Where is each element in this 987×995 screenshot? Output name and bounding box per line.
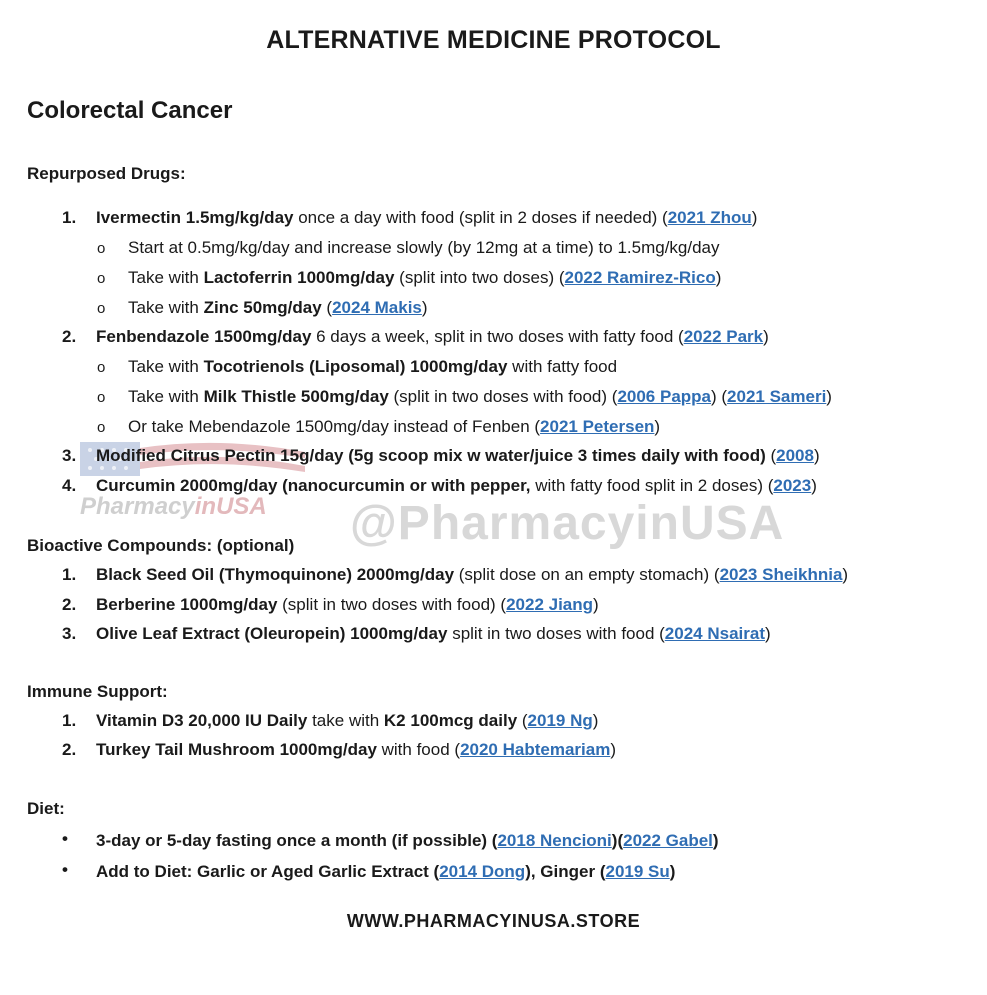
citation-link[interactable]: 2020 Habtemariam bbox=[460, 740, 611, 759]
circle-bullet-icon: o bbox=[97, 300, 106, 317]
list-number: 1. bbox=[62, 711, 77, 730]
section-heading-bioactive: Bioactive Compounds: (optional) bbox=[27, 536, 295, 555]
citation-link[interactable]: 2022 Jiang bbox=[506, 595, 594, 614]
list-number: 2. bbox=[62, 740, 77, 759]
section-heading-immune: Immune Support: bbox=[27, 682, 168, 701]
bullet-dot-icon: • bbox=[62, 829, 68, 848]
section-heading-repurposed: Repurposed Drugs: bbox=[27, 164, 186, 183]
citation-link[interactable]: 2021 Sameri bbox=[727, 387, 827, 406]
citation-link[interactable]: 2024 Nsairat bbox=[664, 624, 765, 643]
citation-link[interactable]: 2006 Pappa bbox=[617, 387, 711, 406]
list-number: 1. bbox=[62, 208, 77, 227]
list-item-olive-leaf: Olive Leaf Extract (Oleuropein) 1000mg/day split in two doses with food (2024 Nsairat) bbox=[96, 624, 771, 643]
circle-bullet-icon: o bbox=[97, 419, 106, 436]
sub-item: Or take Mebendazole 1500mg/day instead of Fenben (2021 Petersen) bbox=[128, 417, 661, 436]
list-number: 2. bbox=[62, 595, 77, 614]
sub-item: Take with Lactoferrin 1000mg/day (split into two doses) (2022 Ramirez-Rico) bbox=[128, 268, 722, 287]
list-item-berberine: Berberine 1000mg/day (split in two doses with food) (2022 Jiang) bbox=[96, 595, 599, 614]
list-number: 3. bbox=[62, 446, 77, 465]
section-heading-diet: Diet: bbox=[27, 799, 65, 818]
footer-website: WWW.PHARMACYINUSA.STORE bbox=[346, 911, 641, 931]
citation-link[interactable]: 2024 Makis bbox=[332, 298, 422, 317]
citation-link[interactable]: 2019 Su bbox=[605, 862, 670, 881]
list-item-fenbendazole: Fenbendazole 1500mg/day 6 days a week, split in two doses with fatty food (2022 Park) bbox=[96, 327, 769, 346]
handle-watermark: @PharmacyinUSA bbox=[350, 497, 785, 550]
logo-watermark-text: PharmacyinUSA bbox=[80, 493, 267, 520]
citation-link[interactable]: 2022 Gabel bbox=[623, 831, 713, 850]
list-number: 4. bbox=[62, 476, 77, 495]
citation-link[interactable]: 2021 Zhou bbox=[667, 208, 752, 227]
list-number: 1. bbox=[62, 565, 77, 584]
list-item-ivermectin: Ivermectin 1.5mg/kg/day once a day with food (split in 2 doses if needed) (2021 Zhou) bbox=[96, 208, 758, 227]
page-subtitle: Colorectal Cancer bbox=[27, 97, 233, 124]
list-number: 2. bbox=[62, 327, 77, 346]
list-item-garlic-ginger: Add to Diet: Garlic or Aged Garlic Extract (2014 Dong), Ginger (2019 Su) bbox=[96, 862, 676, 881]
citation-link[interactable]: 2008 bbox=[776, 446, 814, 465]
sub-item: Start at 0.5mg/kg/day and increase slowly (by 12mg at a time) to 1.5mg/kg/day bbox=[128, 238, 720, 257]
page-title: ALTERNATIVE MEDICINE PROTOCOL bbox=[266, 26, 721, 54]
list-item-fasting: 3-day or 5-day fasting once a month (if possible) (2018 Nencioni)(2022 Gabel) bbox=[96, 831, 719, 850]
list-item-vitamin-d3: Vitamin D3 20,000 IU Daily take with K2 100mcg daily (2019 Ng) bbox=[96, 711, 599, 730]
citation-link[interactable]: 2014 Dong bbox=[439, 862, 526, 881]
sub-item: Take with Milk Thistle 500mg/day (split in two doses with food) (2006 Pappa) (2021 Sameri) bbox=[128, 387, 832, 406]
list-item-turkey-tail: Turkey Tail Mushroom 1000mg/day with food (2020 Habtemariam) bbox=[96, 740, 616, 759]
citation-link[interactable]: 2023 bbox=[773, 476, 812, 495]
list-item-curcumin: Curcumin 2000mg/day (nanocurcumin or with pepper, with fatty food split in 2 doses) (2023) bbox=[96, 476, 817, 495]
citation-link[interactable]: 2021 Petersen bbox=[540, 417, 655, 436]
bullet-dot-icon: • bbox=[62, 860, 68, 879]
citation-link[interactable]: 2018 Nencioni bbox=[497, 831, 612, 850]
list-item-citrus-pectin: Modified Citrus Pectin 15g/day (5g scoop mix w water/juice 3 times daily with food) (2008) bbox=[96, 446, 820, 465]
sub-item: Take with Tocotrienols (Liposomal) 1000mg/day with fatty food bbox=[128, 357, 618, 376]
citation-link[interactable]: 2023 Sheikhnia bbox=[719, 565, 843, 584]
circle-bullet-icon: o bbox=[97, 270, 106, 287]
citation-link[interactable]: 2022 Park bbox=[683, 327, 764, 346]
citation-link[interactable]: 2019 Ng bbox=[527, 711, 593, 730]
list-item-black-seed-oil: Black Seed Oil (Thymoquinone) 2000mg/day (split dose on an empty stomach) (2023 Sheikhnia) bbox=[96, 565, 849, 584]
sub-item: Take with Zinc 50mg/day (2024 Makis) bbox=[128, 298, 428, 317]
circle-bullet-icon: o bbox=[97, 389, 106, 406]
list-number: 3. bbox=[62, 624, 77, 643]
circle-bullet-icon: o bbox=[97, 240, 106, 257]
circle-bullet-icon: o bbox=[97, 359, 106, 376]
citation-link[interactable]: 2022 Ramirez-Rico bbox=[564, 268, 716, 287]
